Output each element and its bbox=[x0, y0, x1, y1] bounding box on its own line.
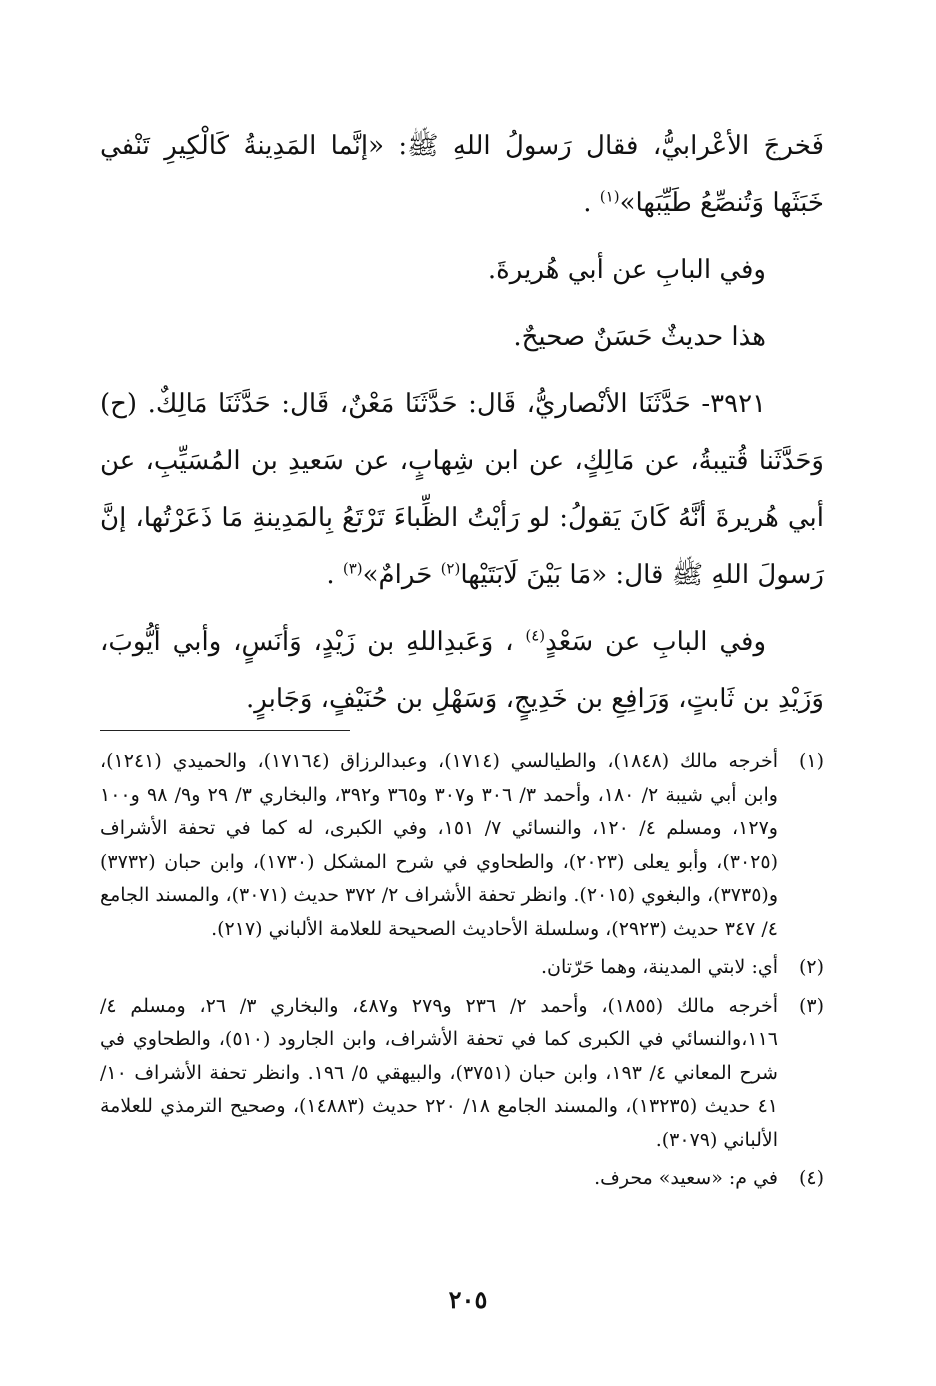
paragraph-bab-narrators bbox=[100, 614, 824, 728]
paragraph-text-rest: ، وَعَبدِاللهِ بن زَيْدٍ، وَأنَسٍ، وأبي أيُّوبَ، وَزَيْدِ بن ثَابتٍ، وَرَافِعِ بن خَدِيجٍ، وَسَهْلِ بن حُنَيْفٍ، وَجَابرٍ. bbox=[100, 627, 824, 714]
footnote-2 bbox=[100, 951, 824, 985]
footnote-number: (٤) bbox=[798, 1167, 824, 1189]
footnote-text: في م: «سعيد» محرف. bbox=[594, 1167, 778, 1189]
footnote-text: أخرجه مالك (١٨٥٥)، وأحمد ٢/ ٢٣٦ و٢٧٩ و٤٨٧، والبخاري ٣/ ٢٦، ومسلم ٤/ ١١٦،والنسائي في الكبرى كما في تحفة الأشراف، وابن الجارود (٥١٠)، والطحاوي في شرح المعاني ٤/ ١٩٣، وابن حبان (٣٧٥١)، والبيهقي ٥/ ١٩٦. وانظر تحفة الأشراف ١٠/ ٤١ حديث (١٣٢٣٥)، والمسند الجامع ١٨/ ٢٢٠ حديث (١٤٨٨٣)، وصحيح الترمذي للعلامة الألباني (٣٠٧٩). bbox=[100, 994, 778, 1151]
footnote-1 bbox=[100, 745, 824, 946]
footnote-ref[interactable]: (١) bbox=[599, 187, 620, 206]
footnote-text: أي: لابتي المدينة، وهما حَرّتان. bbox=[540, 956, 778, 978]
paragraph-end: . bbox=[326, 560, 343, 590]
footnote-ref[interactable]: (٤) bbox=[525, 626, 546, 645]
paragraph-grading: هذا حديثٌ حَسَنٌ صحيحٌ. bbox=[513, 322, 766, 352]
footnotes bbox=[100, 745, 824, 1196]
paragraph-text-mid: حَرامٌ» bbox=[362, 560, 441, 590]
footnote-ref[interactable]: (٢) bbox=[440, 559, 461, 578]
paragraph-text: وفي البابِ عن سَعْدٍ bbox=[545, 627, 766, 657]
footnote-number: (٣) bbox=[798, 994, 824, 1017]
main-text bbox=[100, 118, 824, 728]
paragraph-end: . bbox=[583, 188, 600, 218]
paragraph-text: فَخرجَ الأعْرابيُّ، فقال رَسولُ اللهِ ﷺ: «إنَّما المَدِينةُ كَالْكِيرِ تَنْفي خَبَثَها وَتُنصِّعُ طَيِّبَها» bbox=[100, 131, 824, 218]
footnote-3 bbox=[100, 990, 824, 1158]
paragraph-hadith-continuation bbox=[100, 118, 824, 232]
page-number: ٢٠٥ bbox=[448, 1285, 488, 1314]
footnote-number: (١) bbox=[798, 750, 824, 772]
footnote-number: (٢) bbox=[798, 956, 824, 978]
footnote-4 bbox=[100, 1162, 824, 1196]
paragraph-hadith-3921 bbox=[100, 376, 824, 604]
footnote-divider bbox=[100, 730, 350, 731]
paragraph-text: ٣٩٢١- حَدَّثَنَا الأنْصاريُّ، قَال: حَدَّثَنَا مَعْنٌ، قَال: حَدَّثَنَا مَالِكٌ. (ح) وَحَدَّثَنا قُتيبةُ، عن مَالِكٍ، عن ابن شِهابٍ، عن سَعيدِ بن المُسَيِّبِ، عن أبي هُريرةَ أنَّهُ كَانَ يَقولُ: لو رَأيْتُ الظِّباءَ تَرْتَعُ بِالمَدِينةِ مَا ذَعَرْتُها، إنَّ رَسولَ اللهِ ﷺ قال: «مَا بَيْنَ لَابَتَيْها bbox=[100, 389, 824, 590]
page-body bbox=[100, 118, 824, 1201]
footnote-text: أخرجه مالك (١٨٤٨)، والطيالسي (١٧١٤)، وعبدالرزاق (١٧١٦٤)، والحميدي (١٢٤١)، وابن أبي شيبة ٢/ ١٨٠، وأحمد ٣/ ٣٠٦ و٣٠٧ و٣٦٥ و٣٩٢، والبخاري ٣/ ٢٩ و٩/ ٩٨ و١٠٠ و١٢٧، ومسلم ٤/ ١٢٠، والنسائي ٧/ ١٥١، وفي الكبرى، له كما في تحفة الأشراف (٣٠٢٥)، وأبو يعلى (٢٠٢٣)، والطحاوي في شرح المشكل (١٧٣٠)، وابن حبان (٣٧٣٢) و(٣٧٣٥)، والبغوي (٢٠١٥). وانظر تحفة الأشراف ٢/ ٣٧٢ حديث (٣٠٧١)، والمسند الجامع ٤/ ٣٤٧ حديث (٢٩٢٣)، وسلسلة الأحاديث الصحيحة للعلامة الألباني (٢١٧). bbox=[100, 750, 779, 940]
footnote-ref[interactable]: (٣) bbox=[342, 559, 363, 578]
paragraph-bab: وفي البابِ عن أبي هُريرةَ. bbox=[487, 255, 766, 285]
